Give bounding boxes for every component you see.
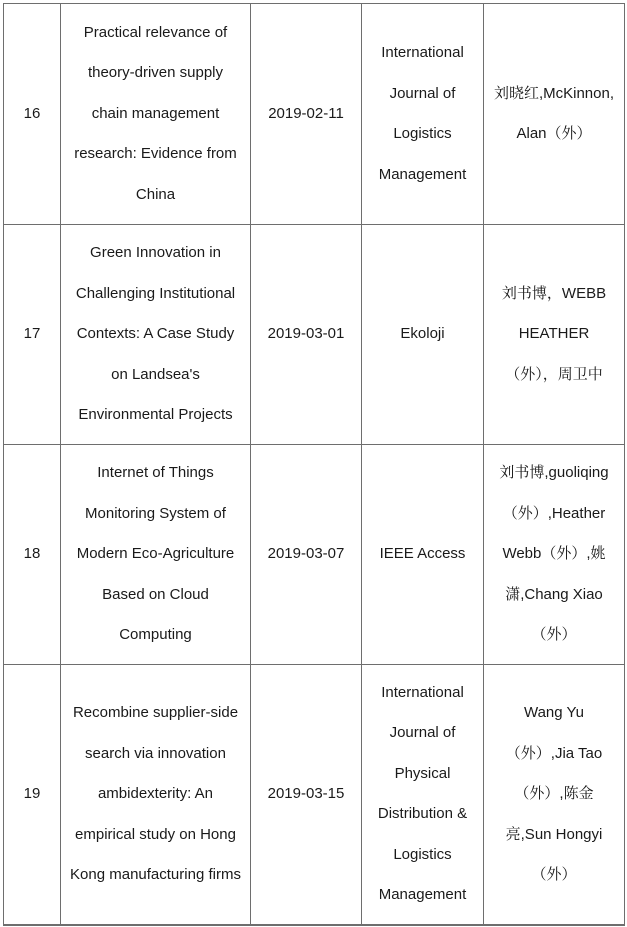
cell-date: 2019-03-01 — [251, 225, 362, 445]
cell-date: 2019-02-11 — [251, 4, 362, 225]
cell-journal: IEEE Access — [362, 445, 484, 665]
publications-table — [3, 3, 625, 926]
cell-date: 2019-03-07 — [251, 445, 362, 665]
table-row — [4, 445, 625, 665]
table-row — [4, 225, 625, 445]
cell-title: Recombine supplier-side search via innovation ambidexterity: An empirical study on Hong Kong manufacturing firms — [61, 665, 251, 925]
cell-journal: International Journal of Logistics Management — [362, 4, 484, 225]
cell-authors: 刘书博,guoliqing（外）,Heather Webb（外）,姚潇,Chang Xiao（外） — [484, 445, 625, 665]
cell-row-number: 16 — [4, 4, 61, 225]
cell-journal: International Journal of Physical Distribution & Logistics Management — [362, 665, 484, 925]
cell-row-number: 18 — [4, 445, 61, 665]
cell-authors: 刘书博，WEBB HEATHER（外），周卫中 — [484, 225, 625, 445]
cell-title: Practical relevance of theory-driven supply chain management research: Evidence from China — [61, 4, 251, 225]
cell-date: 2019-03-15 — [251, 665, 362, 925]
cell-title: Green Innovation in Challenging Institutional Contexts: A Case Study on Landsea's Environmental Projects — [61, 225, 251, 445]
table-row — [4, 4, 625, 225]
cell-journal: Ekoloji — [362, 225, 484, 445]
cell-row-number: 17 — [4, 225, 61, 445]
table-row — [4, 665, 625, 925]
cell-authors: 刘晓红,McKinnon, Alan（外） — [484, 4, 625, 225]
cell-row-number: 19 — [4, 665, 61, 925]
cell-title: Internet of Things Monitoring System of Modern Eco-Agriculture Based on Cloud Computing — [61, 445, 251, 665]
cell-authors: Wang Yu（外）,Jia Tao（外）,陈金亮,Sun Hongyi（外） — [484, 665, 625, 925]
